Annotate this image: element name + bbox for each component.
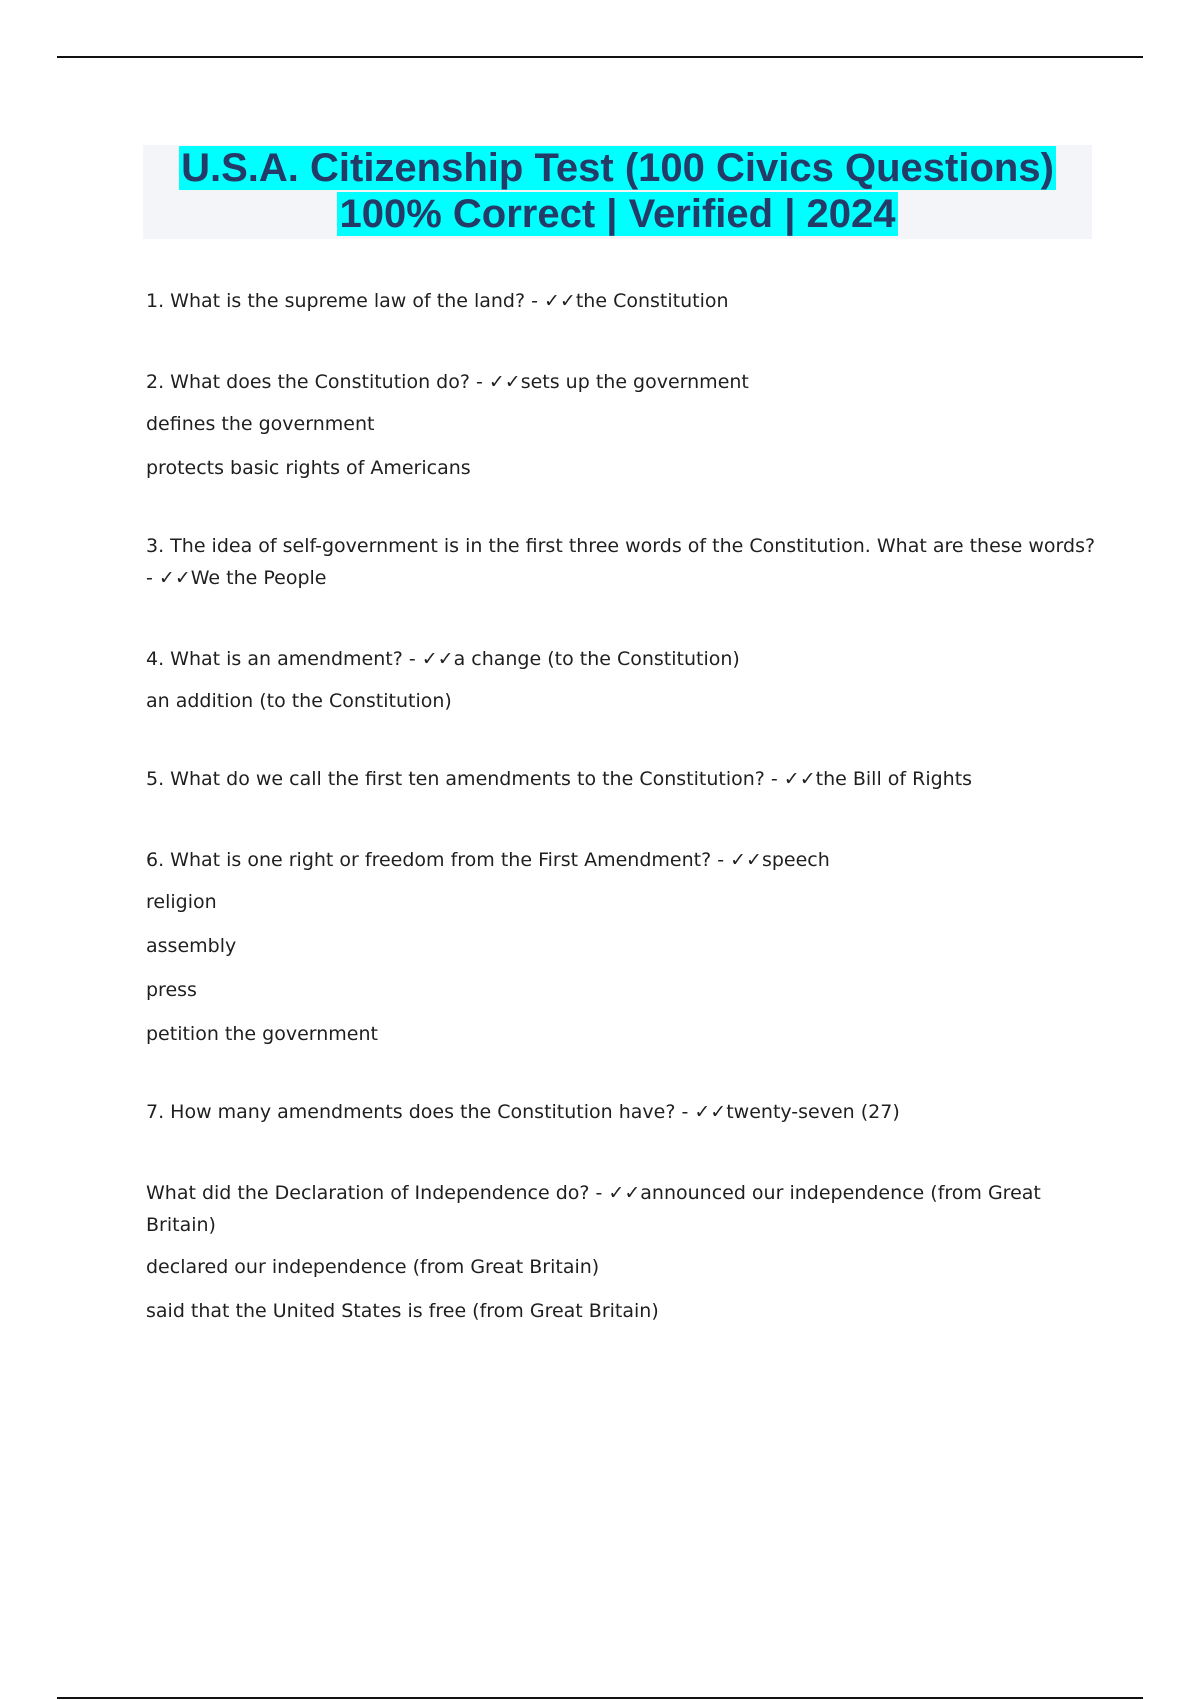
answer-line: assembly — [146, 935, 237, 957]
answer-text: announced our independence (from Great Britain) — [146, 1182, 1041, 1236]
question-text: 3. The idea of self-government is in the first three words of the Constitution. What are these words? - — [146, 535, 1096, 589]
question-line — [146, 366, 1106, 398]
question-line — [146, 1177, 1106, 1241]
question-line — [146, 1096, 1106, 1128]
bottom-rule — [57, 1697, 1143, 1699]
document-title — [143, 145, 1092, 239]
question-text: What did the Declaration of Independence do? - — [146, 1182, 609, 1204]
answer-line: declared our independence (from Great Britain) — [146, 1256, 600, 1278]
question-item — [146, 530, 1106, 594]
answer-text: twenty-seven (27) — [726, 1101, 900, 1123]
top-rule — [57, 56, 1143, 58]
check-mark-icon: ✓✓ — [730, 849, 762, 871]
question-text: 2. What does the Constitution do? - — [146, 371, 489, 393]
answer-line: religion — [146, 891, 217, 913]
check-mark-icon: ✓✓ — [544, 290, 576, 312]
answer-line: said that the United States is free (from Great Britain) — [146, 1300, 659, 1322]
answer-line: press — [146, 979, 197, 1001]
question-item — [146, 643, 1106, 714]
check-mark-icon: ✓✓ — [608, 1182, 641, 1204]
answer-text: the Constitution — [575, 290, 729, 312]
answer-text: We the People — [190, 567, 327, 589]
title-line-1 — [143, 145, 1092, 191]
check-mark-icon: ✓✓ — [694, 1101, 727, 1123]
check-mark-icon: ✓✓ — [158, 567, 191, 589]
answer-line: defines the government — [146, 413, 375, 435]
question-line — [146, 530, 1106, 594]
title-line-2-text: 100% Correct | Verified | 2024 — [339, 192, 896, 236]
question-line — [146, 643, 1106, 675]
question-item — [146, 1096, 1106, 1128]
question-text: 5. What do we call the first ten amendments to the Constitution? - — [146, 768, 784, 790]
question-list — [146, 285, 1106, 1373]
answer-text: a change (to the Constitution) — [453, 648, 740, 670]
question-item — [146, 1177, 1106, 1324]
answer-line: an addition (to the Constitution) — [146, 690, 452, 712]
question-text: 6. What is one right or freedom from the First Amendment? - — [146, 849, 731, 871]
answer-line: protects basic rights of Americans — [146, 457, 471, 479]
check-mark-icon: ✓✓ — [783, 768, 816, 790]
question-line — [146, 844, 1106, 876]
question-item — [146, 763, 1106, 795]
answer-text: speech — [761, 849, 830, 871]
answer-text: the Bill of Rights — [815, 768, 973, 790]
question-item — [146, 285, 1106, 317]
question-text: 7. How many amendments does the Constitution have? - — [146, 1101, 695, 1123]
answer-line: petition the government — [146, 1023, 378, 1045]
question-text: 4. What is an amendment? - — [146, 648, 422, 670]
check-mark-icon: ✓✓ — [488, 371, 521, 393]
title-line-1-text: U.S.A. Citizenship Test (100 Civics Questions) — [181, 146, 1054, 190]
answer-text: sets up the government — [520, 371, 749, 393]
title-line-2 — [143, 191, 1092, 237]
question-line — [146, 285, 1106, 317]
question-text: 1. What is the supreme law of the land? - — [146, 290, 545, 312]
check-mark-icon: ✓✓ — [421, 648, 454, 670]
question-item — [146, 366, 1106, 481]
question-item — [146, 844, 1106, 1047]
question-line — [146, 763, 1106, 795]
